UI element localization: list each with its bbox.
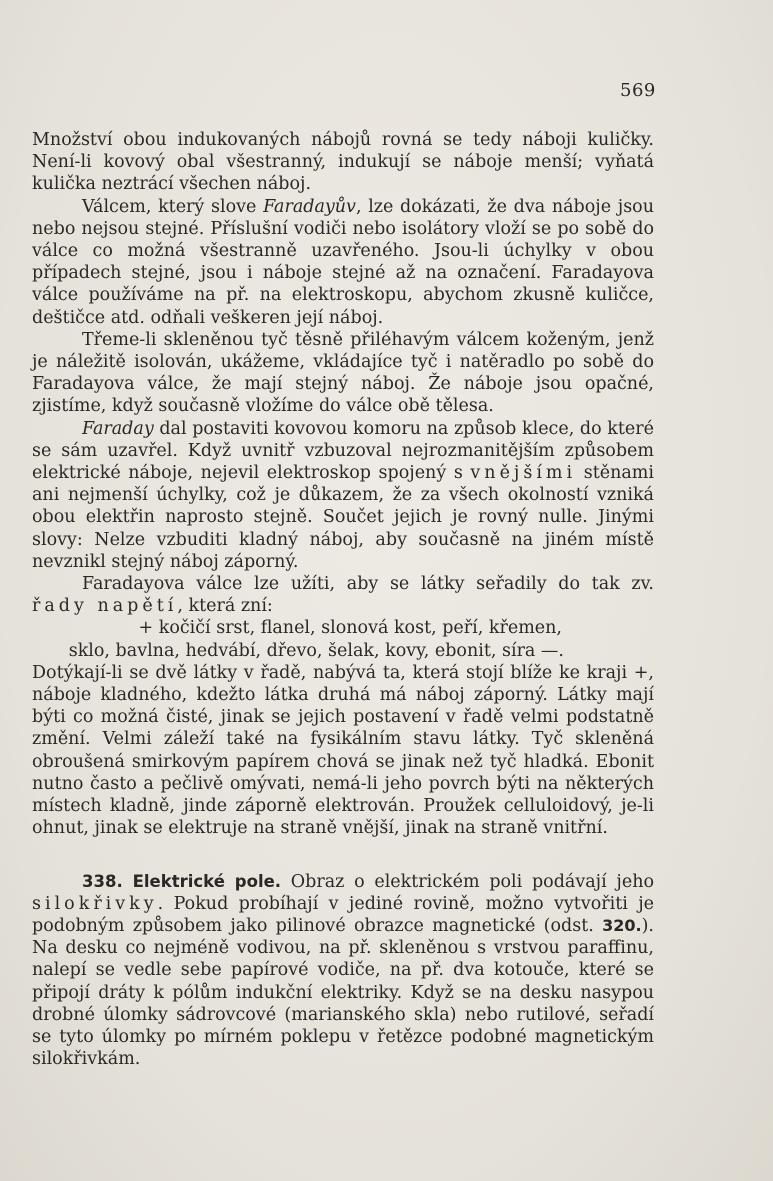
section-text-a: Obraz o elektrickém poli podávají jeho [281, 871, 655, 892]
section-338 [32, 871, 654, 1071]
faraday-name: Faraday [82, 418, 154, 439]
paragraph-4 [32, 418, 654, 573]
faraday-cylinder-term: Faradayův [263, 196, 356, 217]
page-body [32, 129, 654, 1070]
paragraph-5-text-b: , která zní: [177, 596, 273, 617]
spaced-term-silokrivky: silokřivky [32, 893, 158, 914]
paragraph-2-text-b: , lze dokázati, že dva náboje jsou nebo nejsou stejné. Příslušní vodiči nebo isolátory vloží se po sobě do válce co možná všestranně uzavřeného. Jsou-li úchylky v obou případech stejné, jsou i náboje stejné až na označení. Faradayova válce používáme na př. na elektroskopu, abychom zkusně kuličce, deštičce atd. odňali veškeren její náboj. [32, 196, 654, 328]
paragraph-5-text-a: Faradayova válce lze užíti, aby se látky seřadily do tak zv. [82, 574, 654, 595]
paragraph-4-text-a: dal postaviti kovovou komoru na způsob klece, do které se sám uzavřel. Když uvnitř vzbuzoval nejrozmanitějším způsobem elektrické náboje, nejevil elektroskop spojený s [32, 418, 654, 484]
paragraph-1: Množství obou indukovaných nábojů rovná se tedy náboji kuličky. Není-li kovový obal všestranný, indukují se náboje menší; vyňatá kulička neztrácí všechen náboj. [32, 130, 654, 195]
section-reference: 320. [602, 915, 642, 935]
section-title: 338. Elektrické pole. [82, 871, 282, 891]
triboelectric-series-line-2: sklo, bavlna, hedvábí, dřevo, šelak, kovy, ebonit, síra —. [68, 640, 564, 661]
paragraph-2 [32, 196, 654, 329]
paragraph-5 [32, 573, 654, 617]
section-text-c: ). Na desku co nejméně vodivou, na př. skleněnou s vrstvou paraffinu, nalepí se vedle sebe papírové vodiče, na př. dva kotouče, které se připojí dráty k pólům indukční elektriky. Když se na desku nasypou drobné úlomky sádrovcové (marianského skla) nebo rutilové, seřadí se tyto úlomky po mírném poklepu v řetězce podobné magnetickým silokřivkám. [32, 915, 654, 1070]
paragraph-4-text-b: stěnami ani nejmenší úchylky, což je důkazem, že za všech okolností vzniká obou elektřin naprosto stejně. Součet jejich je rovný nulle. Jinými slovy: Nelze vzbuditi kladný náboj, aby současně na jiném místě nevznikl stejný náboj záporný. [32, 463, 654, 572]
paragraph-2-text-a: Válcem, který slove [82, 196, 264, 217]
page-number: 569 [620, 80, 656, 101]
section-text-b: . Pokud probíhají v jediné rovině, možno vytvořiti je podobným způsobem jako pilinové obrazce magnetické (odst. [32, 893, 654, 936]
triboelectric-series-line-1: + kočičí srst, flanel, slonová kost, peří, křemen, [138, 618, 562, 639]
spaced-term-rady-napeti: řady napětí [32, 596, 178, 617]
spaced-term-vnejsimi: vnějšími [470, 463, 577, 484]
paragraph-6: Dotýkají-li se dvě látky v řadě, nabývá ta, která stojí blíže ke kraji +, náboje kladného, kdežto látka druhá má náboj záporný. Látky mají býti co možná čisté, jinak se jejich postavení v řadě velmi podstatně změní. Velmi záleží také na fysikálním stavu látky. Tyč skleněná obroušená smirkovým papírem chová se jinak než tyč hladká. Ebonit nutno často a pečlivě omývati, nemá-li jeho povrch býti na některých místech kladně, jinde záporně elektrován. Proužek celluloidový, je-li ohnut, jinak se elektruje na straně vnější, jinak na straně vnitřní. [32, 662, 654, 839]
paragraph-3: Třeme-li skleněnou tyč těsně přiléhavým válcem koženým, jenž je náležitě isolován, ukážeme, vkládajíce tyč i natěradlo po sobě do Faradayova válce, že mají stejný náboj. Že náboje jsou opačné, zjistíme, když současně vložíme do válce obě tělesa. [32, 329, 654, 417]
